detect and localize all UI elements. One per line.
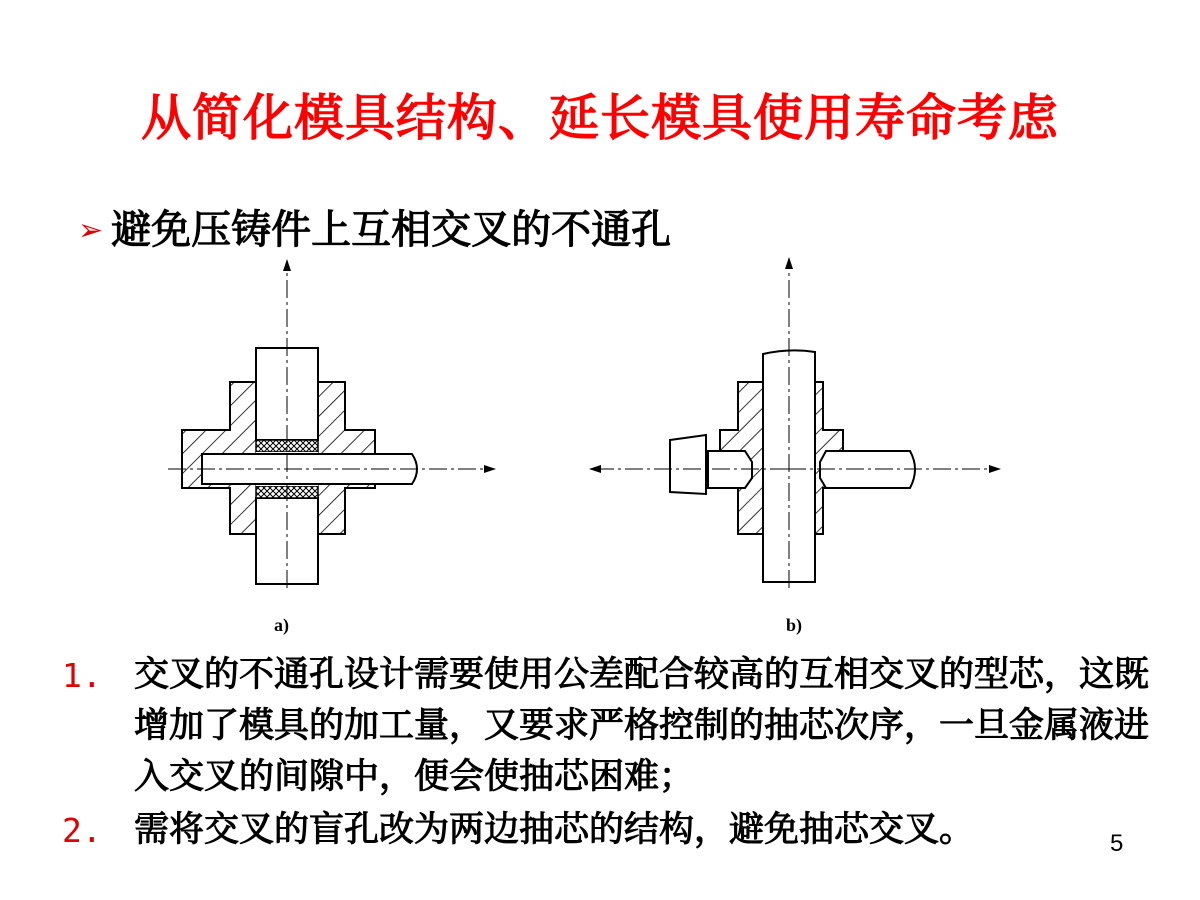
- bullet-heading: [78, 198, 671, 255]
- figure-a-label: a): [274, 615, 289, 635]
- figure-b-label: b): [786, 615, 803, 635]
- figure-a: [168, 260, 495, 636]
- die-casting-figure: [150, 248, 1030, 648]
- bullet-heading-text: 避免压铸件上互相交叉的不通孔: [111, 207, 672, 253]
- list-item-text: 需将交叉的盲孔改为两边抽芯的结构，避免抽芯交叉。: [134, 810, 975, 850]
- list-item-number: 1.: [62, 656, 102, 695]
- figure-b: [590, 258, 1000, 636]
- list-item: [62, 805, 1152, 856]
- list-item-text: 交叉的不通孔设计需要使用公差配合较高的互相交叉的型芯，这既增加了模具的加工量，又要求严格控制的抽芯次序，一旦金属液进入交叉的间隙中，便会使抽芯困难；: [134, 655, 1150, 797]
- page-number: 5: [1110, 830, 1124, 857]
- list-item-number: 2.: [62, 811, 102, 850]
- slide-title: 从简化模具结构、延长模具使用寿命考虑: [141, 89, 1059, 147]
- arrow-bullet-icon: ➢: [78, 213, 104, 248]
- numbered-list: [62, 650, 1152, 858]
- list-item: [62, 650, 1152, 803]
